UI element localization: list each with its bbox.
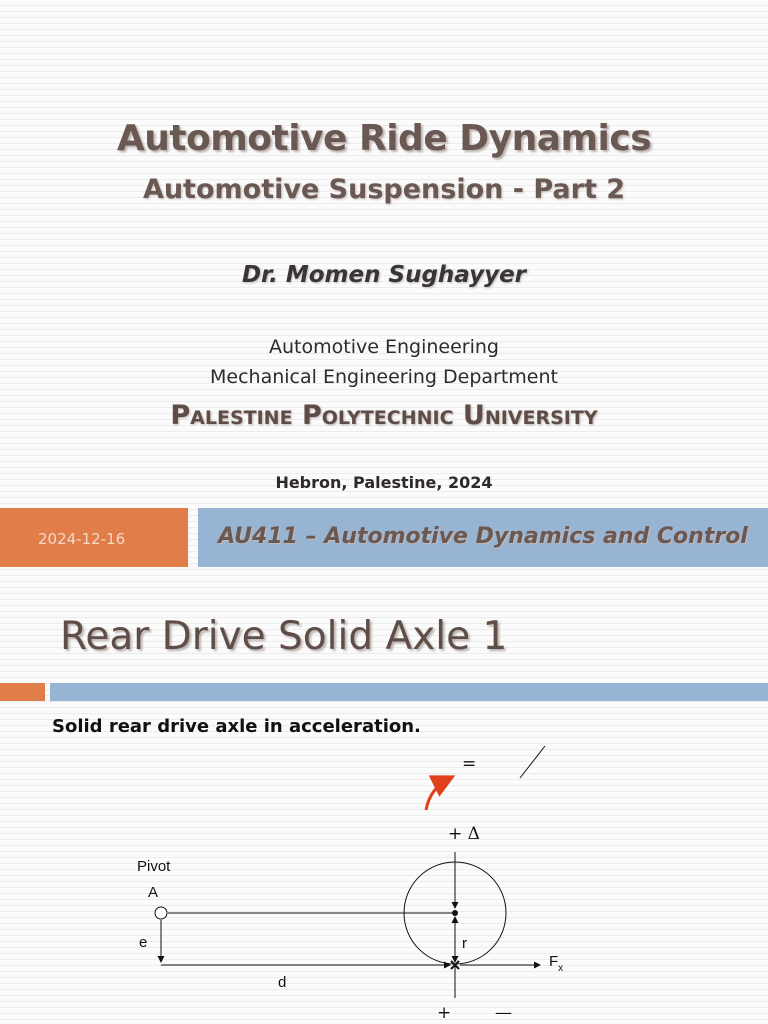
department-line-1: Automotive Engineering — [269, 336, 499, 358]
slash-line — [520, 746, 545, 778]
equals-sign: = — [462, 754, 477, 774]
pivot-point — [155, 907, 167, 919]
slide2-title: Rear Drive Solid Axle 1 — [60, 614, 508, 659]
slide1-title: Automotive Ride Dynamics — [116, 118, 652, 159]
location-year: Hebron, Palestine, 2024 — [275, 473, 493, 492]
slide-date: 2024-12-16 — [38, 530, 126, 548]
accent-bar-orange — [0, 683, 45, 701]
force-label: $F_x$ — [549, 953, 564, 974]
rotation-arrow-icon — [426, 778, 450, 810]
r-label: r — [462, 935, 467, 952]
plus-label: + — [437, 1003, 452, 1023]
axle-diagram — [0, 740, 768, 1024]
pivot-label: Pivot — [137, 858, 171, 875]
university-name: Palestine Polytechnic University — [170, 400, 598, 431]
plus-delta-label: + Δ — [448, 824, 480, 844]
minus-label: — — [495, 1003, 512, 1023]
point-a-label: A — [148, 884, 159, 901]
slide2-caption: Solid rear drive axle in acceleration. — [52, 716, 421, 737]
course-title: AU411 – Automotive Dynamics and Control — [218, 524, 748, 549]
e-label: e — [139, 934, 148, 951]
author-name: Dr. Momen Sughayyer — [241, 262, 527, 288]
department-line-2: Mechanical Engineering Department — [210, 366, 558, 388]
wheel-center-dot — [452, 910, 458, 916]
d-label: d — [278, 974, 287, 991]
slide1-subtitle: Automotive Suspension - Part 2 — [142, 174, 626, 205]
accent-bar-blue — [50, 683, 768, 701]
